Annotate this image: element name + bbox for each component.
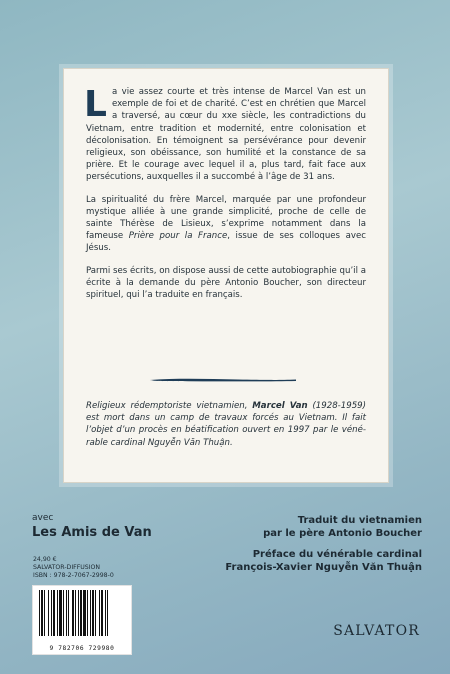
translated-line-1: Traduit du vietnamien: [297, 515, 422, 526]
brush-divider: [148, 377, 298, 383]
barcode: [32, 585, 132, 655]
price-info: [33, 556, 114, 580]
translation-credit: [263, 514, 422, 540]
barcode-bars-icon: [33, 586, 131, 642]
paragraph-3: Parmi ses écrits, on dispose aussi de cette autobiographie qu’il a écrite à la demande du père Antonio Boucher, son directeur spirituel, qui l’a traduite en français.: [86, 265, 366, 301]
paragraph-2-text-a: La spiritualité du frère Marcel, marquée par une profondeur mystique alliée à une grande simplicité, proche de celle de sainte Thérèse de Lisieux, s’exprime notamment dans la fameuse: [86, 194, 366, 242]
distributor: SALVATOR-DIFFUSION: [33, 564, 101, 571]
translated-line-2: par le père Antonio Boucher: [263, 528, 422, 539]
preface-line-2: François-Xavier Nguyễn Văn Thuận: [225, 562, 422, 573]
paragraph-2: [86, 194, 366, 255]
cardinal-name: Nguyễn Văn Thuận: [147, 437, 230, 448]
preface-credit: [225, 548, 422, 574]
prayer-title: Prière pour la France: [128, 231, 228, 242]
author-bio: [86, 400, 366, 449]
barcode-number: 9 782706 729980: [49, 645, 115, 652]
preface-line-1: Préface du vénérable cardinal: [252, 549, 422, 560]
paragraph-1-text: a vie assez courte et très intense de Marcel Van est un exemple de foi et de charité. C’est en chrétien que Marcel a traversé, au cœur du xxe siècle, les contradictions du Vietnam, entre tradition et modernité, entre colonisation et décolonisation. En témoignent sa persévérance pour devenir religieux, son obéissance, son humilité et la constance de sa prière. Et le courage avec lequel il a, plus tard, fait face aux persécutions, auxquelles il a succombé à l’âge de 31 ans.: [86, 87, 366, 183]
drop-cap: L: [84, 84, 107, 125]
isbn: ISBN : 978-2-7067-2998-0: [33, 572, 114, 579]
bio-text-b: (1928-1959) est mort dans un camp de travaux forcés au Vietnam. Il fait l’objet d’un procès en béatification ouvert en 1997 par le vénérable cardinal: [86, 401, 367, 448]
price: 24,90 €: [33, 556, 57, 563]
bio-text-a: Religieux rédemptoriste vietnamien,: [86, 401, 253, 411]
paragraph-1: [86, 86, 366, 184]
publisher-logo: SALVATOR: [333, 623, 420, 639]
amis-de-van-label: Les Amis de Van: [32, 525, 152, 540]
avec-label: avec: [32, 513, 54, 523]
bio-text-c: .: [229, 437, 233, 448]
paragraph-2-text-b: , issue de ses colloques avec Jésus.: [86, 231, 366, 254]
author-name: Marcel Van: [252, 401, 308, 411]
description-text: [86, 86, 366, 311]
